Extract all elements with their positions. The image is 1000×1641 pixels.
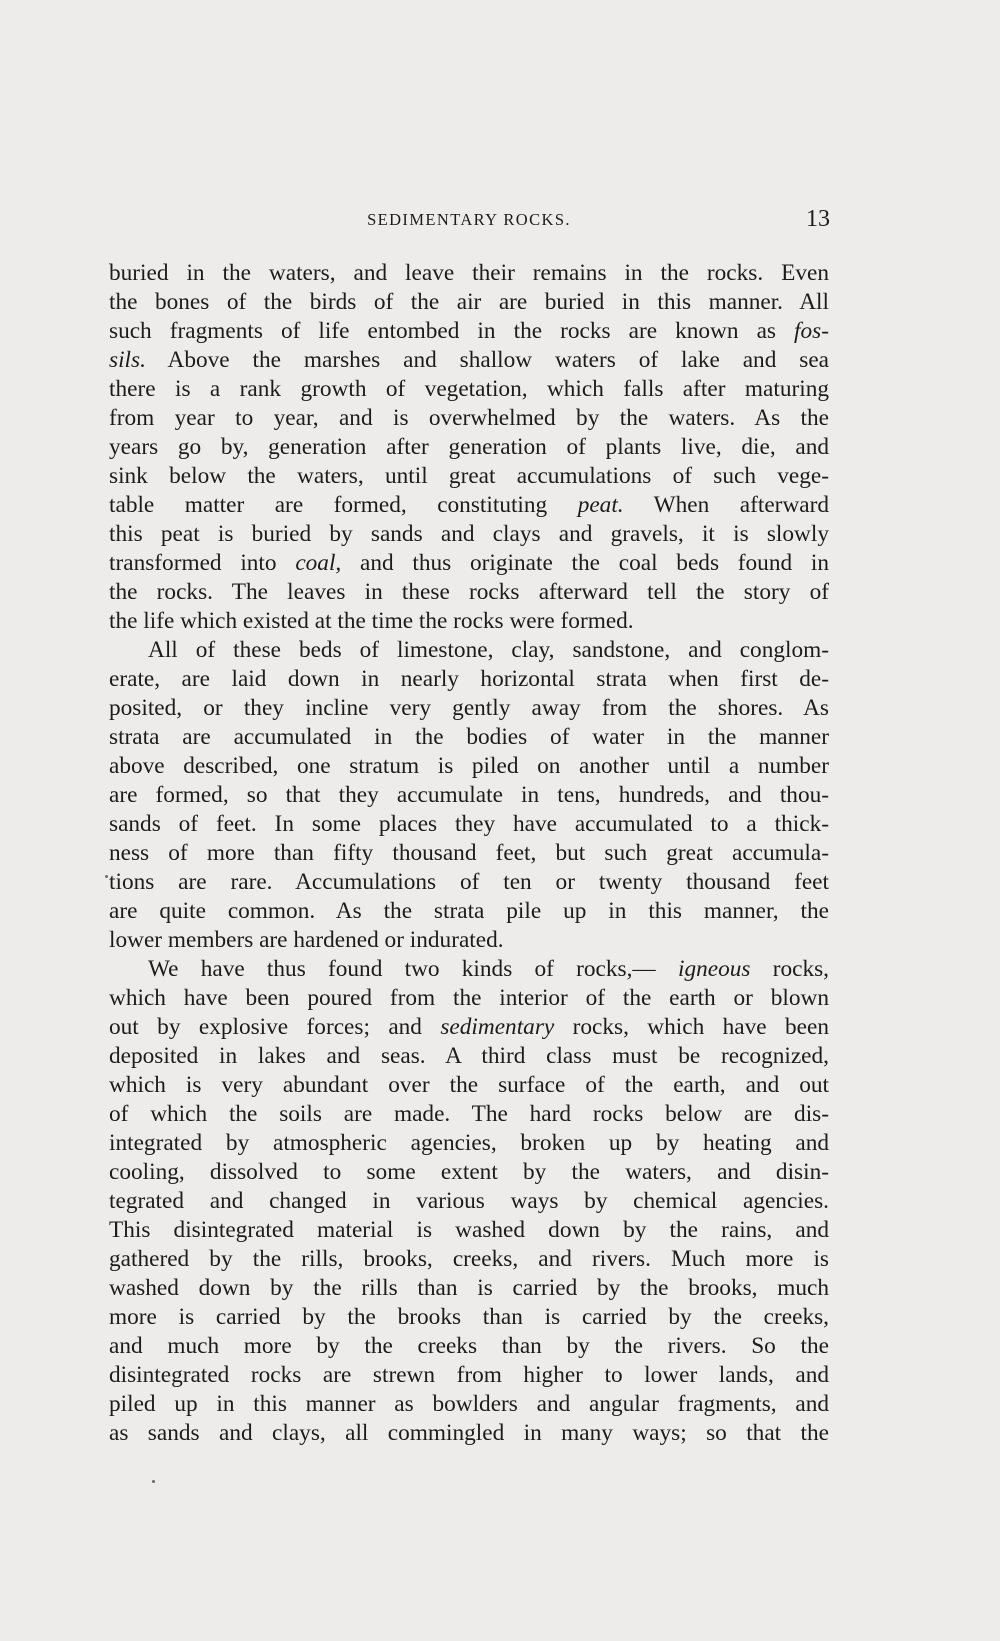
text-line: This disintegrated material is washed down by the rains, and — [109, 1217, 829, 1243]
text-segment: out by explosive forces; and — [109, 1014, 441, 1040]
text-line: ness of more than fifty thousand feet, but such great accumula- — [109, 840, 829, 866]
text-line: there is a rank growth of vegetation, which falls after maturing — [109, 376, 829, 402]
print-speck — [105, 875, 108, 878]
text-segment: When afterward — [623, 492, 830, 518]
text-line: are formed, so that they accumulate in tens, hundreds, and thou- — [109, 782, 829, 808]
text-line: All of these beds of limestone, clay, sandstone, and conglom- — [148, 637, 829, 663]
text-line: above described, one stratum is piled on another until a number — [109, 753, 829, 779]
text-line: years go by, generation after generation of plants live, die, and — [109, 434, 829, 460]
text-line: sink below the waters, until great accumulations of such vege- — [109, 463, 829, 489]
text-line: gathered by the rills, brooks, creeks, and rivers. Much more is — [109, 1246, 829, 1272]
body-text — [109, 259, 829, 1448]
text-line: more is carried by the brooks than is carried by the creeks, — [109, 1304, 829, 1330]
text-segment: such fragments of life entombed in the rocks are known as — [109, 318, 795, 344]
page-number: 13 — [806, 206, 830, 232]
text-line: integrated by atmospheric agencies, broken up by heating and — [109, 1130, 829, 1156]
text-line: the life which existed at the time the rocks were formed. — [109, 608, 634, 634]
text-line: washed down by the rills than is carried by the brooks, much — [109, 1275, 829, 1301]
text-segment: rocks, which have been — [554, 1014, 829, 1040]
italic-term: fos- — [794, 318, 829, 344]
text-line — [109, 491, 829, 520]
text-line — [109, 346, 829, 375]
text-line: as sands and clays, all commingled in many ways; so that the — [109, 1420, 829, 1446]
running-head — [109, 206, 829, 236]
text-line: deposited in lakes and seas. A third class must be recognized, — [109, 1043, 829, 1069]
italic-term: sils. — [109, 347, 146, 373]
running-title: SEDIMENTARY ROCKS. — [367, 210, 571, 229]
text-line — [109, 1013, 829, 1042]
text-line: disintegrated rocks are strewn from higher to lower lands, and — [109, 1362, 829, 1388]
text-line: strata are accumulated in the bodies of water in the manner — [109, 724, 829, 750]
text-line: the bones of the birds of the air are buried in this manner. All — [109, 289, 829, 315]
text-line: cooling, dissolved to some extent by the waters, and disin- — [109, 1159, 829, 1185]
text-line: tions are rare. Accumulations of ten or twenty thousand feet — [109, 869, 829, 895]
text-line: are quite common. As the strata pile up in this manner, the — [109, 898, 829, 924]
text-segment: and thus originate the coal beds found in — [341, 550, 829, 576]
text-line: lower members are hardened or indurated. — [109, 927, 504, 953]
text-segment: We have thus found two kinds of rocks,— — [148, 956, 678, 982]
text-line: the rocks. The leaves in these rocks afterward tell the story of — [109, 579, 829, 605]
text-line: erate, are laid down in nearly horizontal strata when first de- — [109, 666, 829, 692]
text-line: which have been poured from the interior of the earth or blown — [109, 985, 829, 1011]
text-line: tegrated and changed in various ways by chemical agencies. — [109, 1188, 829, 1214]
italic-term: coal, — [295, 550, 342, 576]
text-line: and much more by the creeks than by the rivers. So the — [109, 1333, 829, 1359]
text-line: posited, or they incline very gently away from the shores. As — [109, 695, 829, 721]
italic-term: igneous — [677, 956, 751, 982]
italic-term: sedimentary — [440, 1014, 555, 1040]
text-segment: transformed into — [109, 550, 296, 576]
italic-term: peat. — [577, 492, 624, 518]
text-line: sands of feet. In some places they have accumulated to a thick- — [109, 811, 829, 837]
text-line — [109, 955, 829, 984]
text-line: buried in the waters, and leave their remains in the rocks. Even — [109, 260, 829, 286]
text-line — [109, 549, 829, 578]
text-segment: rocks, — [750, 956, 829, 982]
text-line: of which the soils are made. The hard rocks below are dis- — [109, 1101, 829, 1127]
text-segment: Above the marshes and shallow waters of lake and sea — [145, 347, 829, 373]
text-segment: table matter are formed, constituting — [109, 492, 578, 518]
text-line: piled up in this manner as bowlders and angular fragments, and — [109, 1391, 829, 1417]
text-line: which is very abundant over the surface of the earth, and out — [109, 1072, 829, 1098]
text-line — [109, 317, 829, 346]
print-speck — [152, 1480, 155, 1483]
text-line: from year to year, and is overwhelmed by the waters. As the — [109, 405, 829, 431]
text-line: this peat is buried by sands and clays and gravels, it is slowly — [109, 521, 829, 547]
